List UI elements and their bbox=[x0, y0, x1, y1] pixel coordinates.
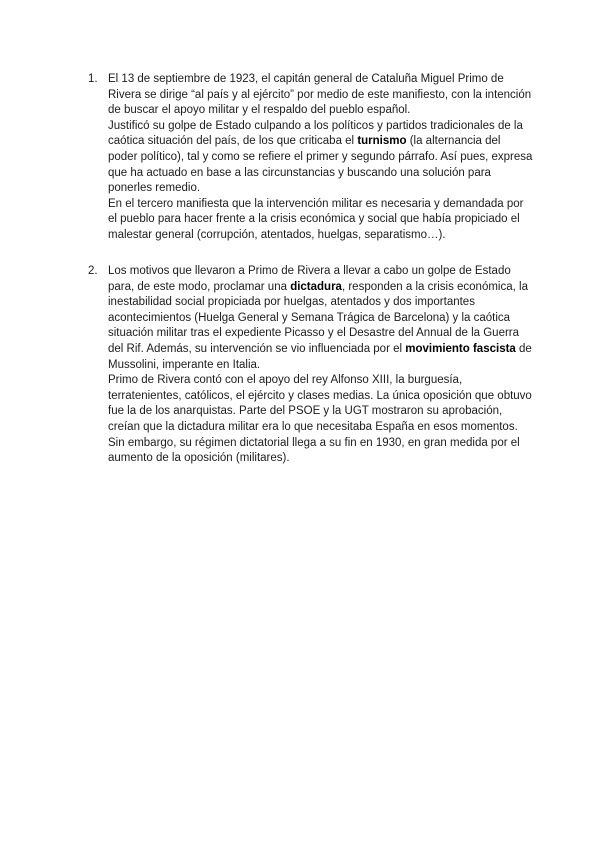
item-number: 1. bbox=[88, 73, 98, 85]
paragraph: Primo de Rivera contó con el apoyo del rey Alfonso XIII, la burguesía, terratenientes, católicos, el ejército y clases medias. La única oposición que obtuvo fue la de los anarquistas. Parte del PSOE y la UGT mostraron su aprobación, creían que la dictadura militar era lo que necesitaba España en esos momentos. bbox=[108, 374, 532, 433]
bold-term-turnismo: turnismo bbox=[357, 135, 407, 148]
bold-term-movimiento-fascista: movimiento fascista bbox=[405, 342, 516, 355]
item-body bbox=[108, 72, 533, 244]
list-item bbox=[88, 264, 533, 467]
item-number: 2. bbox=[88, 265, 98, 277]
list-item bbox=[88, 72, 533, 244]
item-body bbox=[108, 264, 533, 467]
paragraph: El 13 de septiembre de 1923, el capitán general de Cataluña Miguel Primo de Rivera se dirige “al país y al ejército” por medio de este manifiesto, con la intención de buscar el apoyo militar y el respaldo del pueblo español. bbox=[108, 73, 532, 117]
paragraph: En el tercero manifiesta que la intervención militar es necesaria y demandada por el pueblo para hacer frente a la crisis económica y social que había propiciado el malestar general (corrupción, atentados, huelgas, separatismo…). bbox=[108, 197, 524, 241]
paragraph: Justificó su golpe de Estado culpando a los políticos y partidos tradicionales de la caótica situación del país, de los que criticaba el turnismo (la alternancia del poder político), tal y como se refiere el primer y segundo párrafo. Así pues, expresa que ha actuado en base a las circunstancias y buscando una solución para ponerles remedio. bbox=[108, 119, 533, 195]
paragraph: Los motivos que llevaron a Primo de Rivera a llevar a cabo un golpe de Estado para, de este modo, proclamar una dictadura, responden a la crisis económica, la inestabilidad social propiciada por huelgas, atentados y dos importantes acontecimientos (Huelga General y Semana Trágica de Barcelona) y la caótica situación militar tras el expediente Picasso y el Desastre del Annual de la Guerra del Rif. Además, su intervención se vio influenciada por el movimiento fascista de Mussolini, imperante en Italia. bbox=[108, 265, 532, 371]
paragraph: Sin embargo, su régimen dictatorial llega a su fin en 1930, en gran medida por el aumento de la oposición (militares). bbox=[108, 436, 520, 465]
bold-term-dictadura: dictadura bbox=[290, 280, 342, 293]
